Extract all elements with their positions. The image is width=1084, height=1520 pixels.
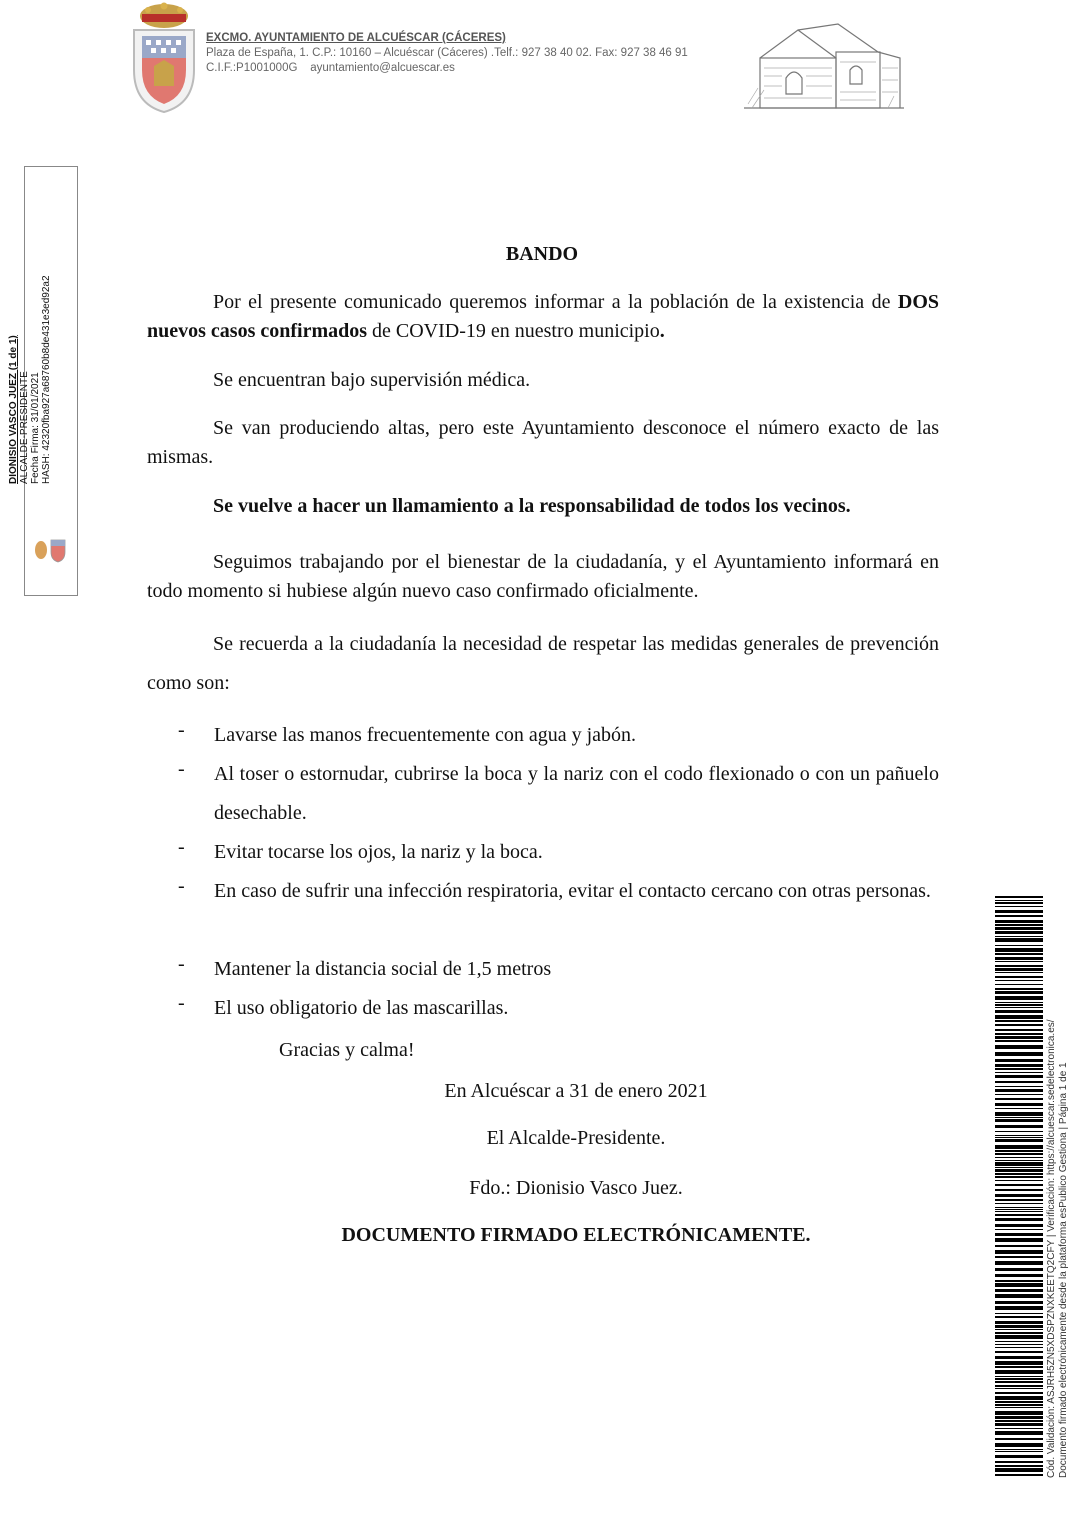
barcode-bar [995,1199,1043,1201]
paragraph-supervision: Se encuentran bajo supervisión médica. [213,369,531,391]
barcode-bar [995,1378,1043,1380]
barcode-bar [995,1407,1043,1408]
barcode-bar [995,1332,1043,1334]
barcode-bar [995,1233,1043,1236]
barcode-bar [995,936,1043,937]
barcode-bar [995,1089,1043,1092]
barcode-bar [995,996,1043,1000]
barcode-bar [995,1461,1043,1463]
list-item-text: Evitar tocarse los ojos, la nariz y la boca. [214,841,543,863]
barcode-bar [995,1040,1043,1042]
barcode-bar [995,1194,1043,1197]
signature-stamp-text [8,275,52,484]
list-item-text: Al toser o estornudar, cubrirse la boca y la nariz con el codo flexionado o con un pañuelo desechable. [214,763,939,824]
signature-date: Fecha Firma: 31/01/2021 [30,372,41,484]
barcode-bar [995,1112,1043,1116]
barcode-bar [995,948,1043,952]
barcode-bar [995,1329,1043,1330]
electronic-signature-notice: DOCUMENTO FIRMADO ELECTRÓNICAMENTE. [341,1224,811,1246]
barcode-bar [995,1214,1043,1216]
signer-role: El Alcalde-Presidente. [486,1127,666,1149]
barcode-bar [995,1301,1043,1304]
barcode-bar [995,1160,1043,1161]
barcode-bar [995,1135,1043,1136]
list-bullet: - [178,992,185,1014]
barcode-bar [995,902,1043,904]
header-cif-email [206,61,455,76]
list-item-text: Mantener la distancia social de 1,5 metros [214,958,552,980]
barcode-bar [995,1145,1043,1149]
barcode-bar [995,1376,1043,1377]
barcode-bar [995,1451,1043,1452]
barcode-bar [995,915,1043,917]
list-bullet: - [178,875,185,897]
barcode-bar [995,938,1043,942]
barcode-bar [995,1245,1043,1247]
barcode-bar [995,1094,1043,1095]
barcode-bar [995,988,1043,990]
barcode-bar [995,1238,1043,1242]
barcode-bar [995,1052,1043,1056]
barcode-bar [995,1455,1043,1458]
barcode-bar [995,1015,1043,1019]
barcode-bar [995,1423,1043,1426]
barcode-bar [995,1207,1043,1208]
barcode-bar [995,1443,1043,1447]
barcode-bar [995,1416,1043,1419]
paragraph-responsibility-call: Se vuelve a hacer un llamamiento a la responsabilidad de todos los vecinos. [213,495,851,517]
barcode-bar [995,980,1043,981]
barcode-bar [995,1229,1043,1230]
verification-platform: Documento firmado electrónicamente desde la plataforma esPublico Gestiona | Página 1 de 1 [1058,1062,1069,1478]
barcode-bar [995,1059,1043,1062]
barcode-bar [995,1007,1043,1008]
barcode-bar [995,910,1043,913]
list-item-text: Lavarse las manos frecuentemente con agua y jabón. [214,724,637,746]
barcode-bar [995,1180,1043,1181]
barcode-bar [995,1250,1043,1254]
barcode-bar [995,1189,1043,1191]
barcode-bar [995,1224,1043,1227]
barcode-bar [995,1137,1043,1138]
paragraph-wellbeing: Seguimos trabajando por el bienestar de la ciudadanía, y el Ayuntamiento informará en todo momento si hubiese algún nuevo caso confirmado oficialmente. [147,551,939,602]
barcode-bar [995,1401,1043,1403]
list-item-text: El uso obligatorio de las mascarillas. [214,997,509,1019]
paragraph-discharges: Se van produciendo altas, pero este Ayuntamiento desconoce el número exacto de las mismas. [147,417,939,468]
stamp-crest-icon [31,536,69,564]
barcode-bar [995,1218,1043,1221]
barcode-bar [995,953,1043,955]
barcode-bar [995,1068,1043,1070]
barcode-bar [995,1280,1043,1282]
barcode-bar [995,1157,1043,1158]
barcode-bar [995,945,1043,946]
paragraph-new-cases [147,288,939,346]
barcode-bar [995,1261,1043,1265]
barcode-bar [995,957,1043,960]
barcode-bar [995,1465,1043,1467]
barcode-bar [995,1428,1043,1429]
barcode-bar [995,1370,1043,1374]
barcode-bar [995,1420,1043,1422]
barcode-bar [995,1002,1043,1003]
barcode-bar [995,1098,1043,1100]
signer-stamp-name: DIONISIO VASCO JUEZ (1 de 1) [8,335,19,484]
barcode-bar [995,1117,1043,1118]
paragraph-new-cases-period: . [659,320,665,342]
barcode-bar [995,1045,1043,1049]
barcode-bar [995,1294,1043,1298]
barcode-bar [995,1020,1043,1022]
barcode-bar [995,1335,1043,1339]
barcode-bar [995,1356,1043,1359]
barcode-bar [995,1150,1043,1152]
barcode-bar [995,1431,1043,1435]
barcode-bar [995,1388,1043,1389]
barcode-bar [995,1351,1043,1353]
verification-text [1046,1019,1070,1478]
paragraph-prevention-intro: Se recuerda a la ciudadanía la necesidad de respetar las medidas generales de prevención como son: [147,633,939,694]
barcode-bar [995,1347,1043,1348]
barcode-bar [995,968,1043,971]
signer-stamp-role: ALCALDE-PRESIDENTE [19,371,30,484]
barcode-bar [995,1283,1043,1287]
barcode-bar [995,1033,1043,1035]
barcode-bar [995,1438,1043,1440]
barcode-bar [995,1404,1043,1406]
barcode-bar [995,1321,1043,1324]
list-bullet: - [178,719,185,741]
barcode-bar [995,1103,1043,1106]
barcode-bar [995,1072,1043,1073]
header-cif: C.I.F.:P1001000G [206,62,298,74]
barcode-bar [995,924,1043,926]
barcode-bar [995,1325,1043,1328]
barcode-bar [995,1176,1043,1178]
barcode-bar [995,1153,1043,1155]
barcode-bar [995,1381,1043,1383]
barcode-bar [995,920,1043,923]
barcode-bar [995,1274,1043,1277]
list-item-text: En caso de sufrir una infección respiratoria, evitar el contacto cercano con otras personas. [214,880,931,902]
barcode-bar [995,991,1043,994]
verification-barcode [995,896,1043,1476]
barcode-bar [995,1010,1043,1013]
barcode-bar [995,1211,1043,1212]
place-and-date: En Alcuéscar a 31 de enero 2021 [444,1080,708,1102]
barcode-bar [995,976,1043,978]
barcode-bar [995,1449,1043,1450]
barcode-bar [995,1341,1043,1342]
barcode-bar [995,1086,1043,1087]
barcode-bar [995,1268,1043,1271]
barcode-bar [995,1361,1043,1365]
barcode-bar [995,1256,1043,1258]
document-title: BANDO [505,243,579,265]
header-email: ayuntamiento@alcuescar.es [310,62,455,74]
barcode-bar [995,1108,1043,1109]
barcode-bar [995,900,1043,901]
barcode-bar [995,1203,1043,1204]
barcode-bar [995,1474,1043,1476]
barcode-bar [995,972,1043,973]
barcode-bar [995,1316,1043,1318]
header-title: EXCMO. AYUNTAMIENTO DE ALCUÉSCAR (CÁCERES) [206,32,506,44]
barcode-bar [995,1411,1043,1415]
barcode-bar [995,906,1043,907]
barcode-bar [995,1209,1043,1210]
barcode-bar [995,927,1043,930]
verification-code: Cód. Validación: ASJRH5ZN5XDSPZNXKEETQ2CFY | Verificación: https://alcuescar.sedelectronica.es/ [1046,1019,1057,1478]
barcode-bar [995,965,1043,967]
barcode-bar [995,1075,1043,1078]
barcode-bar [995,1024,1043,1026]
barcode-bar [995,1119,1043,1122]
signature-hash: HASH: 42320fba927a68760b8de431e3ed92a2 [41,275,52,484]
header-address: Plaza de España, 1. C.P.: 10160 – Alcuéscar (Cáceres) .Telf.: 927 38 40 02. Fax: 927 38 46 91 [206,47,688,59]
barcode-bar [995,1313,1043,1314]
barcode-bar [995,1392,1043,1394]
barcode-bar [995,961,1043,962]
barcode-bar [995,1173,1043,1175]
barcode-bar [995,1036,1043,1039]
closing-line: Gracias y calma! [279,1039,415,1061]
barcode-bar [995,1125,1043,1128]
barcode-bar [995,1162,1043,1166]
barcode-bar [995,1004,1043,1006]
paragraph-new-cases-lead: Por el presente comunicado queremos informar a la población de la existencia de [213,291,898,313]
barcode-bar [995,1169,1043,1172]
barcode-bar [995,984,1043,985]
barcode-bar [995,1289,1043,1292]
paragraph-new-cases-tail: de COVID-19 en nuestro municipio [367,320,660,342]
new-cases-highlight: DOS nuevos casos confirmados [147,291,939,342]
barcode-bar [995,1385,1043,1387]
barcode-bar [995,931,1043,934]
church-sketch-logo [738,18,908,112]
barcode-bar [995,1167,1043,1168]
barcode-bar [995,1184,1043,1186]
barcode-bar [995,1029,1043,1031]
barcode-bar [995,1306,1043,1310]
barcode-bar [995,1396,1043,1400]
barcode-bar [995,1131,1043,1132]
barcode-bar [995,1081,1043,1083]
barcode-bar [995,896,1043,898]
barcode-bar [995,1344,1043,1345]
barcode-bar [995,1064,1043,1067]
list-bullet: - [178,836,185,858]
barcode-bar [995,1139,1043,1142]
list-bullet: - [178,758,185,780]
signer-name: Fdo.: Dionisio Vasco Juez. [469,1177,683,1199]
barcode-bar [995,1468,1043,1472]
barcode-bar [995,1366,1043,1368]
municipal-coat-of-arms-logo [128,0,200,114]
list-bullet: - [178,953,185,975]
